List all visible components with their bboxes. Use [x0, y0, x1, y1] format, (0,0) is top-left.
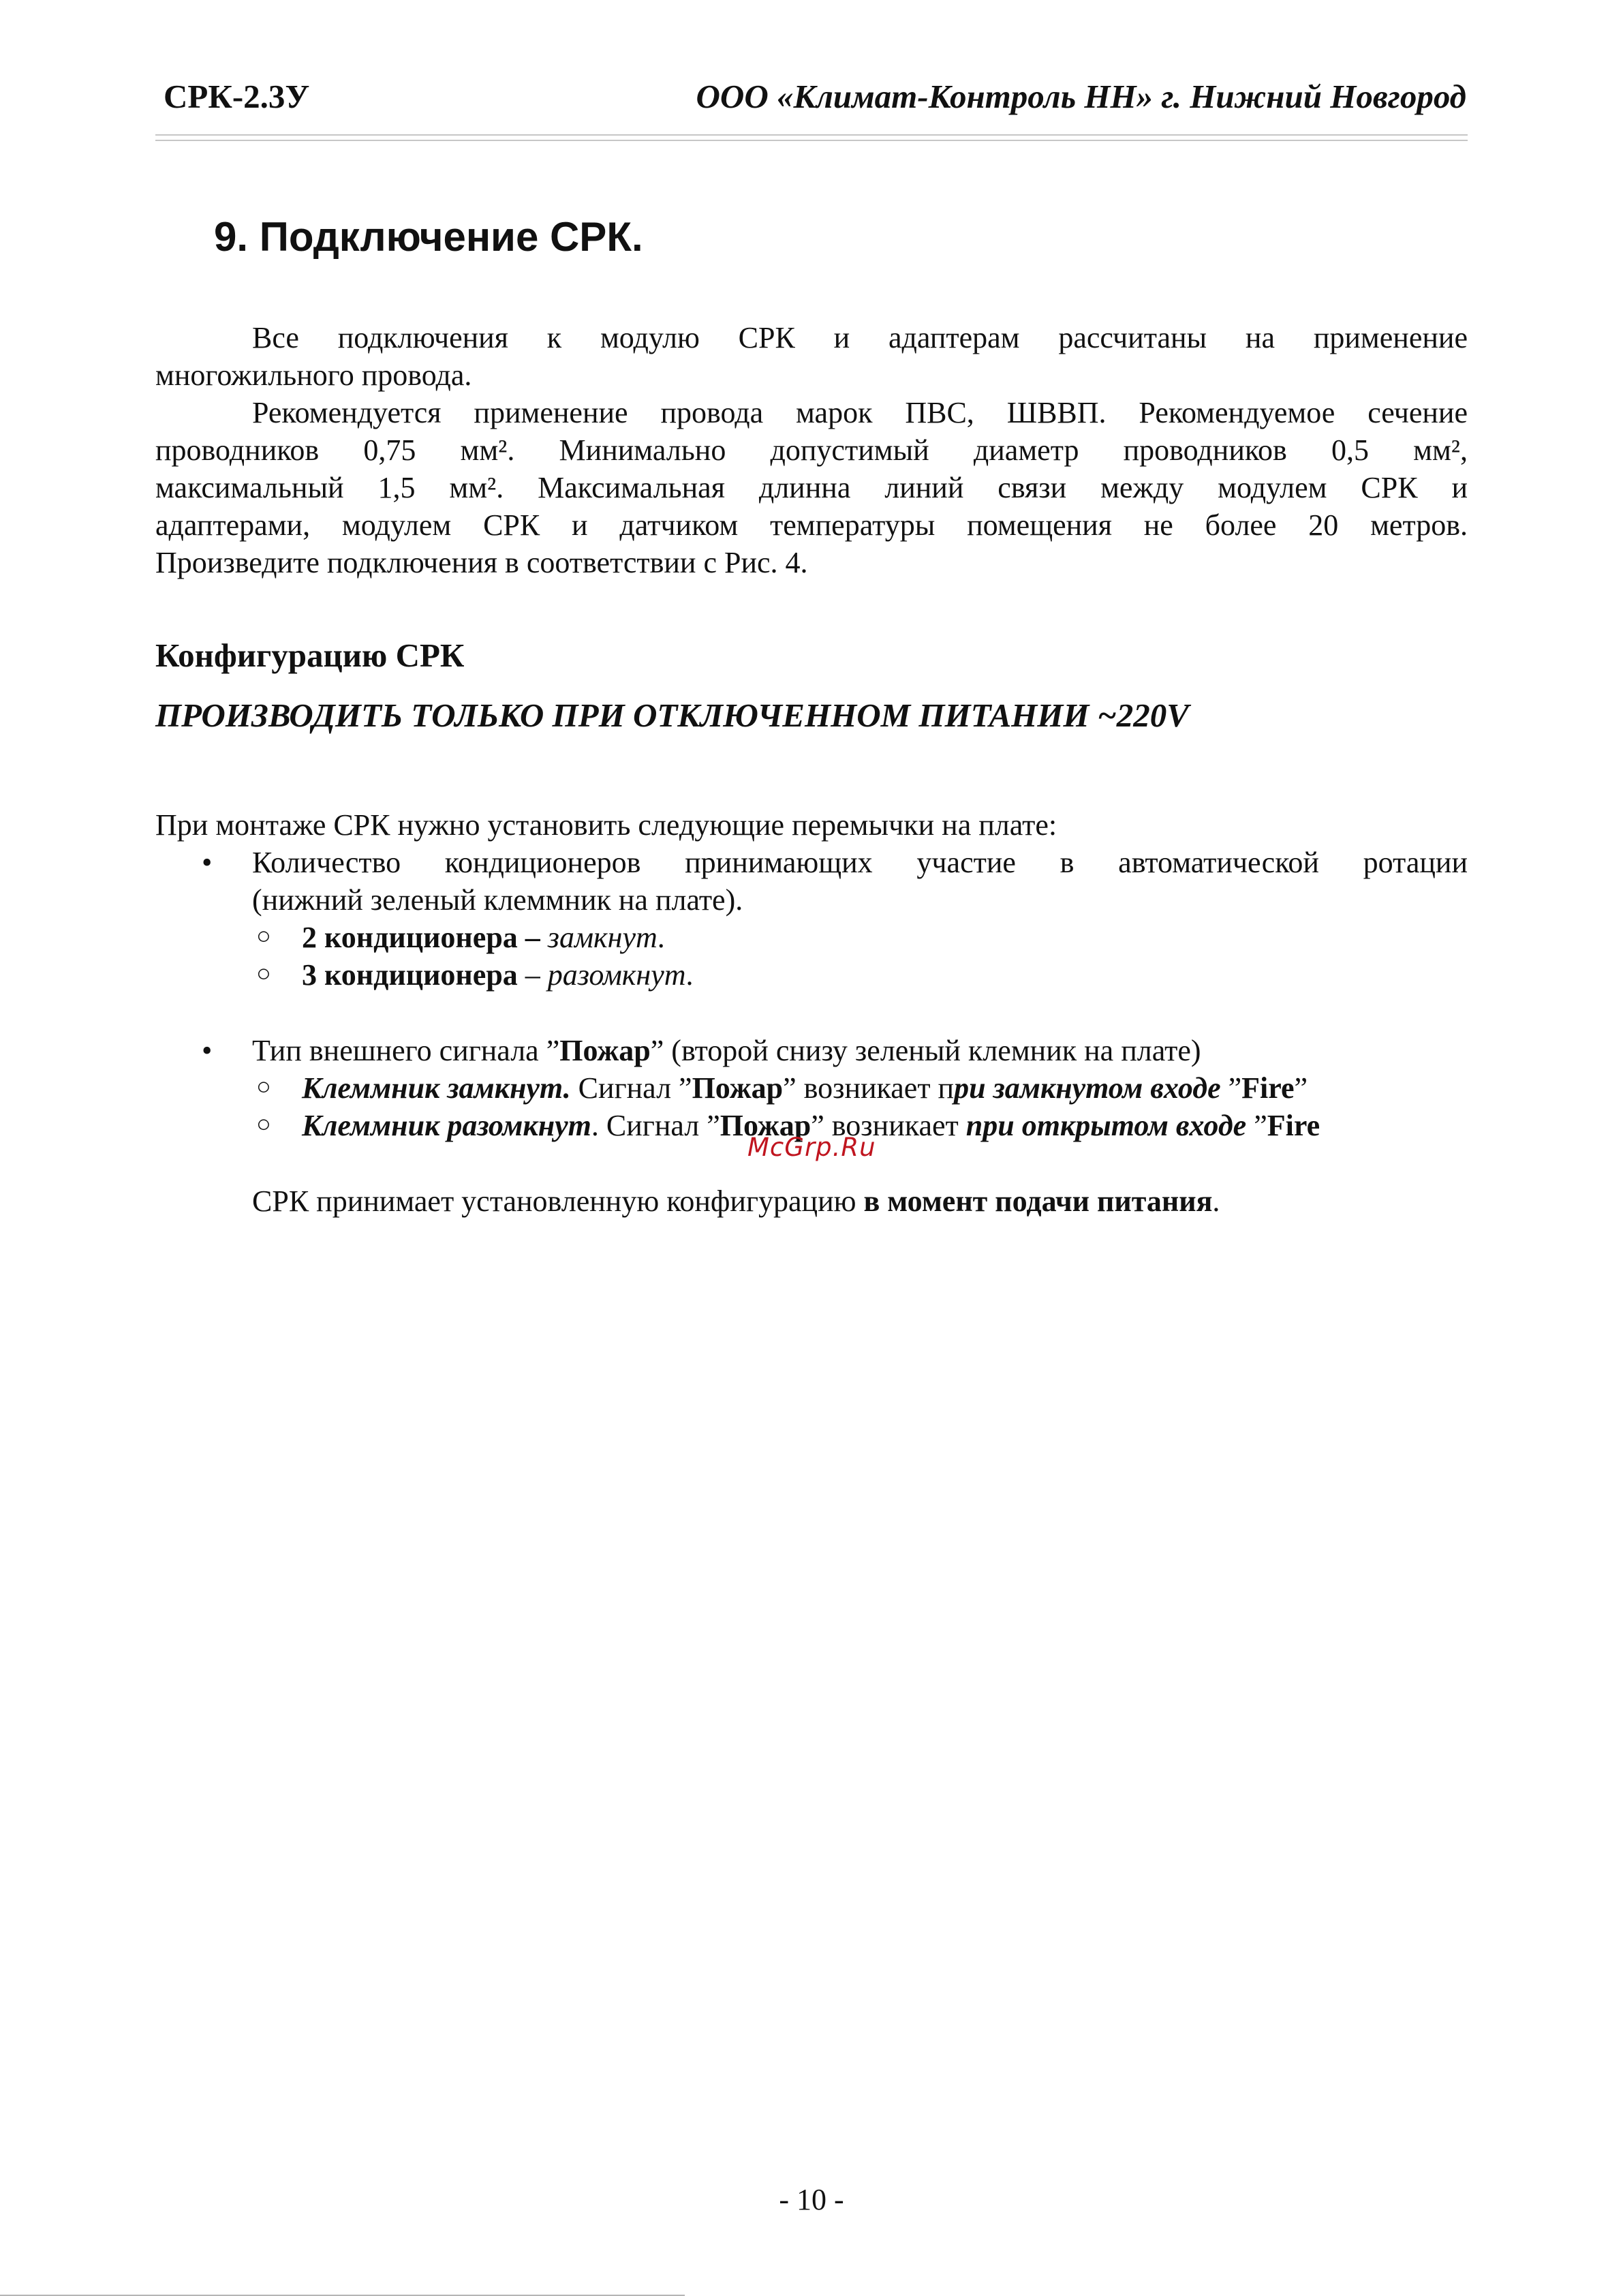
sub-bullet-icon: ○: [256, 1073, 271, 1100]
bullet-ac-count: [252, 844, 1468, 919]
text-bold: Fire: [1267, 1109, 1320, 1142]
sub-bullet-icon: ○: [256, 1110, 271, 1137]
paragraph-line: адаптерами, модулем СРК и датчиком температуры помещения не более 20 метров.: [155, 508, 1468, 542]
sub-item-bold: 2 кондиционера –: [302, 921, 548, 954]
text-run: ”: [1294, 1071, 1308, 1105]
paragraph-line: Количество кондиционеров принимающих участие в автоматической ротации: [252, 846, 1468, 879]
sub-item-bold: 3 кондиционера: [302, 958, 518, 992]
text-bold: Fire: [1241, 1071, 1295, 1105]
sub-item-italic: разомкнут: [547, 958, 686, 992]
page-number: - 10 -: [779, 2183, 844, 2216]
header-rule: [155, 134, 1468, 136]
sub-item-italic: замкнут: [547, 921, 658, 954]
sub-bullet-icon: ○: [256, 922, 271, 949]
bullet-fire-signal: [252, 1032, 1201, 1069]
sub-item-closed: [302, 1069, 1308, 1107]
bullet-icon: •: [202, 846, 213, 879]
text-bold-italic: при открытом входе: [965, 1109, 1247, 1142]
header-model: СРК-2.3У: [164, 78, 310, 115]
paragraph-line: проводников 0,75 мм². Минимально допустимый диаметр проводников 0,5 мм²,: [155, 433, 1468, 467]
text-bold-italic: Клеммник замкнут.: [302, 1071, 571, 1105]
sub-bullet-icon: ○: [256, 960, 271, 987]
intro-paragraph-2: [155, 394, 1468, 581]
sub-item-end: .: [685, 958, 694, 992]
power-warning: ПРОИЗВОДИТЬ ТОЛЬКО ПРИ ОТКЛЮЧЕННОМ ПИТАНИИ ~220V: [155, 697, 1189, 734]
text-run: ” возникает: [811, 1109, 966, 1142]
config-heading: Конфигурацию СРК: [155, 637, 465, 674]
text-bold-italic: Клеммник разомкнут: [302, 1109, 591, 1142]
header-rule-secondary: [155, 140, 1468, 141]
text-run: Сигнал ”: [570, 1071, 692, 1105]
paragraph-line: Рекомендуется применение провода марок ПВС, ШВВП. Рекомендуемое сечение: [252, 396, 1468, 429]
text-run: . Сигнал ”: [591, 1109, 720, 1142]
text-run: .: [1212, 1184, 1220, 1218]
text-bold: Пожар: [720, 1109, 812, 1142]
paragraph-line: многожильного провода.: [155, 358, 472, 392]
config-lead: При монтаже СРК нужно установить следующие перемычки на плате:: [155, 808, 1057, 842]
bullet-icon: •: [202, 1034, 213, 1067]
text-bold-italic: ри замкнутом входе: [954, 1071, 1221, 1105]
sub-item-dash: –: [517, 958, 548, 992]
paragraph-line: Произведите подключения в соответствии с Рис. 4.: [155, 546, 808, 579]
header-company: ООО «Климат-Контроль НН» г. Нижний Новгород: [696, 78, 1466, 115]
text-bold: Пожар: [692, 1071, 784, 1105]
sub-item-3-ac: [302, 956, 694, 994]
sub-item-2-ac: [302, 919, 665, 956]
text-run: Тип внешнего сигнала ”: [252, 1034, 560, 1067]
watermark: McGrp.Ru: [747, 1133, 876, 1162]
text-bold: Пожар: [559, 1034, 651, 1067]
paragraph-line: (нижний зеленый клеммник на плате).: [252, 883, 743, 917]
text-bold: в момент подачи питания: [863, 1184, 1213, 1218]
text-run: ”: [1220, 1071, 1242, 1105]
text-run: ” (второй снизу зеленый клемник на плате): [650, 1034, 1201, 1067]
intro-paragraph-1: [155, 319, 1468, 394]
text-run: СРК принимает установленную конфигурацию: [252, 1184, 864, 1218]
section-title: 9. Подключение СРК.: [214, 214, 643, 260]
paragraph-line: Все подключения к модулю СРК и адаптерам рассчитаны на применение: [252, 321, 1468, 354]
config-closing: [252, 1182, 1220, 1220]
sub-item-end: .: [657, 921, 665, 954]
paragraph-line: максимальный 1,5 мм². Максимальная длинна линий связи между модулем СРК и: [155, 471, 1468, 504]
text-run: ”: [1246, 1109, 1267, 1142]
text-run: ” возникает п: [783, 1071, 955, 1105]
